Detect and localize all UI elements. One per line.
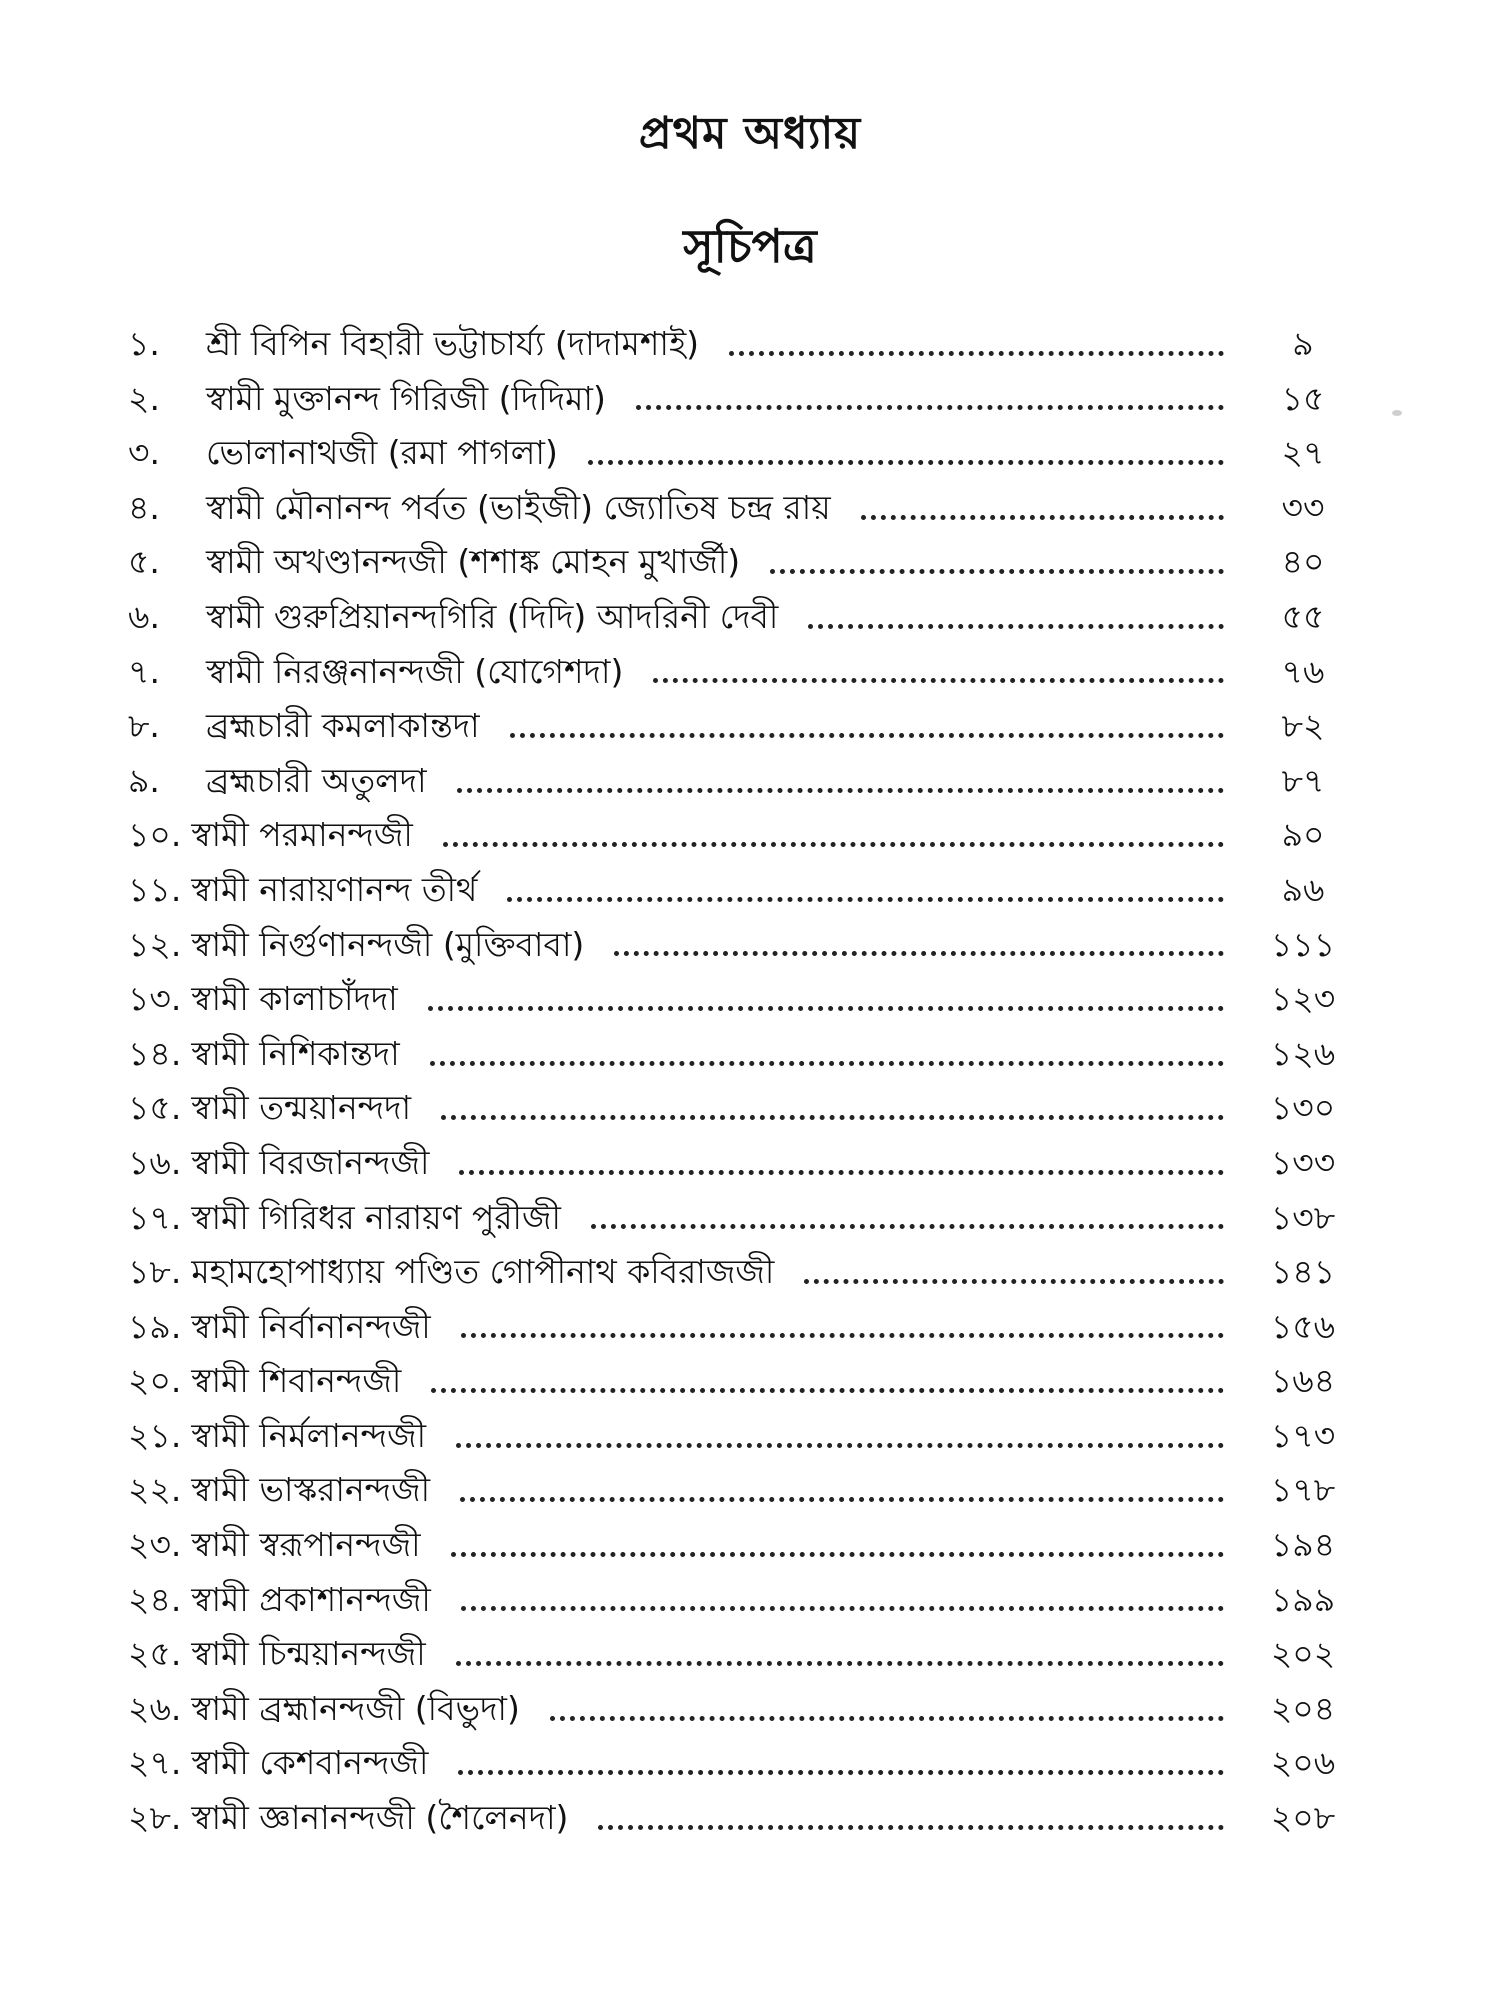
toc-entry-number: ১৪. <box>128 1033 182 1073</box>
toc-entry-page: ১৩৮ <box>1270 1197 1336 1237</box>
toc-entry-number: ২৮. <box>128 1798 182 1838</box>
toc-entry-page: ৩৩ <box>1281 487 1325 527</box>
dot-leader <box>461 1606 1224 1611</box>
toc-entry-page: ১১১ <box>1270 924 1336 964</box>
toc-entry-title: শ্রী বিপিন বিহারী ভট্টাচার্য্য (দাদামশাই) <box>206 324 700 363</box>
toc-entry <box>128 427 1358 482</box>
toc-entry-title: স্বামী মৌনানন্দ পর্বত (ভাইজী) জ্যোতিষ চন্দ্র রায় <box>206 487 831 527</box>
dot-leader <box>428 1006 1224 1011</box>
dot-leader <box>808 624 1224 629</box>
toc-entry-page: ১২৬ <box>1270 1033 1336 1073</box>
toc-entry-number: ২১. <box>128 1415 182 1455</box>
toc-entry <box>128 700 1358 755</box>
toc-entry-title: স্বামী নির্বানানন্দজী <box>191 1306 431 1346</box>
toc-entry-title: স্বামী ভাস্করানন্দজী <box>191 1470 431 1510</box>
toc-entry-title: স্বামী নিশিকান্তদা <box>191 1033 400 1073</box>
toc-entry-page: ৯৬ <box>1281 869 1325 909</box>
toc-entry-number: ২৩. <box>128 1525 182 1565</box>
toc-entry <box>128 646 1358 701</box>
toc-entry-number: ২৭. <box>128 1743 182 1783</box>
dot-leader <box>461 1333 1224 1338</box>
dot-leader <box>614 951 1224 956</box>
toc-entry-title: স্বামী অখণ্ডানন্দজী (শশাঙ্ক মোহন মুখার্জী) <box>206 542 741 582</box>
toc-entry <box>128 536 1358 591</box>
dot-leader <box>510 733 1224 738</box>
dot-leader <box>456 1661 1224 1666</box>
toc-entry-number: ২. <box>128 378 160 418</box>
toc-entry-number: ৭. <box>128 651 160 691</box>
dot-leader <box>591 1224 1224 1229</box>
dot-leader <box>430 1061 1224 1066</box>
toc-entry <box>128 1082 1358 1137</box>
toc-entry-title: স্বামী নির্গুণানন্দজী (মুক্তিবাবা) <box>191 924 585 964</box>
toc-entry <box>128 1683 1358 1738</box>
toc-entry-page: ১৭৮ <box>1270 1470 1336 1510</box>
toc-entry-page: ২০২ <box>1270 1634 1336 1674</box>
toc-entry <box>128 1246 1358 1301</box>
toc-entry <box>128 864 1358 919</box>
toc-entry-page: ১৩৩ <box>1270 1142 1336 1182</box>
scan-speck <box>1392 410 1402 416</box>
toc-entry <box>128 318 1358 373</box>
toc-entry <box>128 373 1358 428</box>
toc-entry <box>128 1574 1358 1629</box>
toc-title: সূচিপত্র <box>683 219 817 273</box>
toc-entry-number: ৫. <box>128 542 160 582</box>
toc-entry-number: ৪. <box>128 487 160 527</box>
toc-entry-page: ৮২ <box>1281 706 1325 746</box>
toc-entry <box>128 1192 1358 1247</box>
toc-entry-page: ৫৫ <box>1281 596 1325 636</box>
toc-entry-title: স্বামী নির্মলানন্দজী <box>191 1415 427 1455</box>
toc-entry-title: ব্রহ্মচারী অতুলদা <box>206 760 427 800</box>
toc-entry-page: ৮৭ <box>1281 760 1325 800</box>
toc-entry-title: স্বামী কেশবানন্দজী <box>191 1743 429 1783</box>
toc-entry-number: ৮. <box>128 706 160 746</box>
toc-entry-number: ১৩. <box>128 979 182 1019</box>
toc-entry-title: স্বামী ব্রহ্মানন্দজী (বিভুদা) <box>191 1688 520 1728</box>
dot-leader <box>729 351 1224 356</box>
toc-entry <box>128 1028 1358 1083</box>
toc-entry-page: ১৭৩ <box>1270 1415 1336 1455</box>
dot-leader <box>457 788 1224 793</box>
toc-entry-title: স্বামী স্বরূপানন্দজী <box>191 1525 421 1565</box>
toc-entry <box>128 1355 1358 1410</box>
toc-entry-page: ১৪১ <box>1270 1252 1336 1292</box>
toc-entry-page: ৯ <box>1292 324 1314 363</box>
toc-entry <box>128 919 1358 974</box>
dot-leader <box>507 897 1224 902</box>
toc-entry-page: ১৫ <box>1281 378 1325 418</box>
toc-entry-title: স্বামী প্রকাশানন্দজী <box>191 1579 431 1619</box>
toc-entry-number: ১০. <box>128 815 182 855</box>
toc-entry-page: ২০৬ <box>1270 1743 1336 1783</box>
toc-entry-page: ১৯৪ <box>1270 1525 1336 1565</box>
toc-entry-number: ৩. <box>128 433 160 473</box>
toc-entry-number: ২২. <box>128 1470 182 1510</box>
toc-entry-number: ১১. <box>128 869 182 909</box>
toc-entry-page: ৪০ <box>1281 542 1325 582</box>
toc-entry-number: ২৫. <box>128 1634 182 1674</box>
toc-entry <box>128 1464 1358 1519</box>
toc-entry-number: ৯. <box>128 760 160 800</box>
toc-entry-title: স্বামী তন্ময়ানন্দদা <box>191 1088 412 1128</box>
toc-entry <box>128 1137 1358 1192</box>
dot-leader <box>598 1825 1224 1830</box>
toc-entry <box>128 1519 1358 1574</box>
toc-entry-title: স্বামী মুক্তানন্দ গিরিজী (দিদিমা) <box>206 378 606 418</box>
toc-entry-page: ১৩০ <box>1270 1088 1336 1128</box>
toc-entry-page: ২০৪ <box>1270 1688 1336 1728</box>
dot-leader <box>550 1716 1224 1721</box>
toc-entry-page: ১৯৯ <box>1270 1579 1336 1619</box>
toc-entry-number: ৬. <box>128 596 160 636</box>
dot-leader <box>804 1279 1224 1284</box>
toc-entry <box>128 973 1358 1028</box>
toc-entry-page: ১২৩ <box>1270 979 1336 1019</box>
toc-entry <box>128 1301 1358 1356</box>
dot-leader <box>460 1497 1224 1502</box>
dot-leader <box>770 569 1224 574</box>
toc-entry-title: ভোলানাথজী (রমা পাগলা) <box>206 433 558 473</box>
toc-entry-number: ১৯. <box>128 1306 182 1346</box>
dot-leader <box>861 515 1224 520</box>
toc-entry-number: ২০. <box>128 1361 182 1401</box>
toc-entry-title: স্বামী গুরুপ্রিয়ানন্দগিরি (দিদি) আদরিনী দেবী <box>206 596 779 636</box>
dot-leader <box>636 405 1224 410</box>
chapter-title: প্রথম অধ্যায় <box>638 108 862 159</box>
dot-leader <box>459 1170 1224 1175</box>
dot-leader <box>451 1552 1224 1557</box>
toc-entry-page: ১৬৪ <box>1270 1361 1336 1401</box>
dot-leader <box>441 1115 1224 1120</box>
dot-leader <box>458 1770 1224 1775</box>
toc-entry-title: স্বামী নিরঞ্জনানন্দজী (যোগেশদা) <box>206 651 624 691</box>
dot-leader <box>443 842 1224 847</box>
toc-entry <box>128 1792 1358 1847</box>
toc-entry-title: স্বামী গিরিধর নারায়ণ পুরীজী <box>191 1197 561 1237</box>
toc-entry <box>128 809 1358 864</box>
toc-entry-title: ব্রহ্মচারী কমলাকান্তদা <box>206 706 480 746</box>
toc-entry-title: স্বামী নারায়ণানন্দ তীর্থ <box>191 869 478 909</box>
toc-entry <box>128 482 1358 537</box>
toc-entry-number: ১৬. <box>128 1142 182 1182</box>
toc-entry <box>128 755 1358 810</box>
toc-entry <box>128 1410 1358 1465</box>
toc-entry-page: ৭৬ <box>1281 651 1325 691</box>
toc-entry-page: ২৭ <box>1281 433 1325 473</box>
toc-entry-number: ১৭. <box>128 1197 182 1237</box>
toc-entry-page: ৯০ <box>1281 815 1325 855</box>
toc-entry-title: মহামহোপাধ্যায় পণ্ডিত গোপীনাথ কবিরাজজী <box>191 1252 775 1292</box>
dot-leader <box>653 678 1224 683</box>
dot-leader <box>588 460 1224 465</box>
toc-entry <box>128 591 1358 646</box>
toc-entry-title: স্বামী জ্ঞানানন্দজী (শৈলেনদা) <box>191 1798 569 1838</box>
toc-entry-title: স্বামী বিরজানন্দজী <box>191 1142 430 1182</box>
toc-entry-number: ১. <box>128 324 160 363</box>
toc-entry-number: ১২. <box>128 924 182 964</box>
toc-entry-page: ১৫৬ <box>1270 1306 1336 1346</box>
toc-entry-number: ২৪. <box>128 1579 182 1619</box>
dot-leader <box>456 1443 1224 1448</box>
toc-entry-title: স্বামী কালাচাঁদদা <box>191 979 398 1019</box>
toc-list <box>128 318 1358 1847</box>
toc-entry <box>128 1737 1358 1792</box>
dot-leader <box>431 1388 1224 1393</box>
toc-entry-page: ২০৮ <box>1270 1798 1336 1838</box>
toc-entry-title: স্বামী চিন্ময়ানন্দজী <box>191 1634 426 1674</box>
toc-entry-title: স্বামী শিবানন্দজী <box>191 1361 402 1401</box>
toc-entry-number: ২৬. <box>128 1688 182 1728</box>
toc-entry-title: স্বামী পরমানন্দজী <box>191 815 413 855</box>
toc-entry <box>128 1628 1358 1683</box>
toc-entry-number: ১৫. <box>128 1088 182 1128</box>
toc-entry-number: ১৮. <box>128 1252 182 1292</box>
